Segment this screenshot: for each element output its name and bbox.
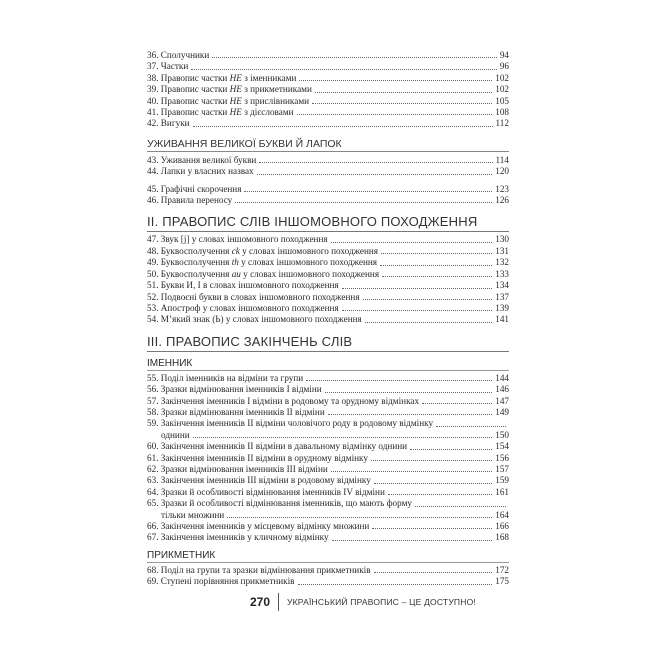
toc-list-f xyxy=(147,441,509,498)
leader-dots xyxy=(381,253,492,254)
toc-entry-title: 69. Ступені порівняння прикметників xyxy=(147,576,295,587)
toc-page-number: 144 xyxy=(495,372,509,383)
toc-entry-number: 53. xyxy=(147,302,161,313)
toc-list-a xyxy=(147,50,509,130)
leader-dots xyxy=(380,265,492,266)
toc-entry xyxy=(147,384,509,395)
toc-entry-title: 60. Закінчення іменників ІІ відміни в давальному відмінку однини xyxy=(147,441,408,452)
toc-entry-number: 43. xyxy=(147,154,161,165)
toc-page-number: 126 xyxy=(495,195,509,206)
toc-list-c xyxy=(147,184,509,207)
toc-entry xyxy=(147,453,509,464)
toc-entry-number: 63. xyxy=(147,475,161,486)
toc-page-number: 159 xyxy=(495,475,509,486)
toc-list-h xyxy=(147,565,509,588)
leader-dots xyxy=(331,242,493,243)
toc-entry-title: 67. Закінчення іменників у кличному відмінку xyxy=(147,532,329,543)
leader-dots xyxy=(436,426,506,427)
toc-entry xyxy=(147,292,509,303)
toc-page-number: 150 xyxy=(495,429,509,440)
toc-page-number: 108 xyxy=(495,107,509,118)
toc-entry-title: 37. Частки xyxy=(147,61,189,72)
page-footer xyxy=(250,592,476,612)
toc-entry-number: 57. xyxy=(147,395,161,406)
toc-entry-number: 66. xyxy=(147,521,161,531)
toc-page-number: 133 xyxy=(495,268,509,279)
toc-entry-title: 49. Буквосполучення th у словах іншомовного походження xyxy=(147,257,378,268)
toc-entry-number: 67. xyxy=(147,532,161,543)
subgroup-heading-nouns: ІМЕННИК xyxy=(147,358,509,371)
toc-entry-title: 57. Закінчення іменників І відміни в родовому та орудному відмінках xyxy=(147,395,420,406)
toc-page-number: 120 xyxy=(495,166,509,177)
toc-entry-number: 51. xyxy=(147,280,161,291)
toc-entry xyxy=(147,107,509,118)
toc-entry xyxy=(147,269,509,280)
toc-entry-number: 46. xyxy=(147,195,161,206)
toc-entry xyxy=(147,84,509,95)
toc-list-e xyxy=(147,373,509,419)
toc-entry xyxy=(147,257,509,268)
toc-list-d xyxy=(147,234,509,325)
toc-entry xyxy=(147,303,509,314)
toc-entry xyxy=(147,475,509,486)
leader-dots xyxy=(371,460,492,461)
toc-entry-line: однини 150 xyxy=(161,429,509,440)
leader-dots xyxy=(306,380,492,381)
leader-dots xyxy=(193,126,493,127)
toc-entry xyxy=(147,195,509,206)
toc-entry xyxy=(147,464,509,475)
toc-list-b xyxy=(147,155,509,178)
toc-entry-title: 66. Закінчення іменників у місцевому відмінку множини xyxy=(147,521,370,531)
toc-entry-number: 55. xyxy=(147,372,161,383)
toc-entry-title: 56. Зразки відмінювання іменників І відміни xyxy=(147,384,322,395)
toc-page-number: 102 xyxy=(495,84,509,95)
toc-entry xyxy=(147,246,509,257)
toc-page-number: 132 xyxy=(495,257,509,268)
toc-entry-title: 45. Графічні скорочення xyxy=(147,183,242,194)
section-heading-capitalization: УЖИВАННЯ ВЕЛИКОЇ БУКВИ Й ЛАПОК xyxy=(147,138,509,152)
leader-dots xyxy=(365,322,492,323)
toc-entry xyxy=(147,487,509,498)
toc-entry-59 xyxy=(147,418,509,441)
toc-entry-number: 68. xyxy=(147,564,161,575)
toc-entry xyxy=(147,50,509,61)
leader-dots xyxy=(342,288,493,289)
toc-page-number: 154 xyxy=(495,441,509,452)
leader-dots xyxy=(227,517,492,518)
leader-dots xyxy=(331,471,492,472)
toc-entry-number: 69. xyxy=(147,576,161,587)
leader-dots xyxy=(299,80,492,81)
toc-page-number: 105 xyxy=(495,95,509,106)
toc-entry-title: 52. Подвоєні букви в словах іншомовного походження xyxy=(147,291,360,302)
leader-dots xyxy=(422,403,492,404)
toc-entry-title: 53. Апостроф у словах іншомовного походження xyxy=(147,302,339,313)
toc-page-number: 149 xyxy=(495,406,509,417)
leader-dots xyxy=(244,191,492,192)
toc-page-number: 164 xyxy=(495,509,509,520)
leader-dots xyxy=(259,162,492,163)
leader-dots xyxy=(332,540,493,541)
leader-dots xyxy=(212,57,497,58)
leader-dots xyxy=(410,449,492,450)
toc-entry-number: 64. xyxy=(147,486,161,497)
toc-page-number: 114 xyxy=(495,154,509,165)
toc-entry-number: 40. xyxy=(147,95,161,106)
toc-entry-number: 36. xyxy=(147,50,161,60)
toc-entry-number: 62. xyxy=(147,463,161,474)
toc-entry xyxy=(147,96,509,107)
toc-page-number: 137 xyxy=(495,291,509,302)
toc-entry-line: тільки множини 164 xyxy=(161,509,509,520)
toc-page-number: 175 xyxy=(495,576,509,587)
toc-entry-title: 61. Закінчення іменників ІІ відміни в орудному відмінку xyxy=(147,452,368,463)
toc-entry-line: 65. Зразки й особливості відмінювання іменників, що мають форму xyxy=(147,498,509,509)
toc-page-number: 166 xyxy=(495,521,509,531)
toc-entry-title: 39. Правопис частки НЕ з прикметниками xyxy=(147,84,312,95)
toc-entry-number: 41. xyxy=(147,107,161,118)
toc-page-number: 112 xyxy=(495,118,509,129)
toc-entry-number: 42. xyxy=(147,118,161,129)
toc-entry-title: 43. Уживання великої букви xyxy=(147,154,257,165)
toc-entry-65 xyxy=(147,498,509,521)
toc-page-number: 147 xyxy=(495,395,509,406)
leader-dots xyxy=(235,202,492,203)
toc-entry xyxy=(147,314,509,325)
leader-dots xyxy=(193,437,493,438)
toc-entry-title: 36. Сполучники xyxy=(147,50,210,60)
subgroup-heading-adjectives: ПРИКМЕТНИК xyxy=(147,550,509,563)
toc-entry xyxy=(147,565,509,576)
toc-entry xyxy=(147,155,509,166)
toc-entry-number: 39. xyxy=(147,84,161,95)
toc-entry-title: 50. Буквосполучення au у словах іншомовного походження xyxy=(147,268,380,279)
toc-entry-number: 38. xyxy=(147,72,161,83)
toc-page-number: 131 xyxy=(495,245,509,256)
toc-entry xyxy=(147,73,509,84)
toc-entry-number: 48. xyxy=(147,245,161,256)
toc-entry-title: 58. Зразки відмінювання іменників ІІ відміни xyxy=(147,406,325,417)
toc-entry-title: 63. Закінчення іменників ІІІ відміни в родовому відмінку xyxy=(147,475,371,486)
toc-entry-number: 52. xyxy=(147,291,161,302)
toc-entry xyxy=(147,441,509,452)
toc-entry-number: 47. xyxy=(147,234,161,245)
leader-dots xyxy=(325,392,493,393)
toc-entry-number: 54. xyxy=(147,314,161,325)
toc-page-number: 102 xyxy=(495,72,509,83)
toc-entry-number: 49. xyxy=(147,257,161,268)
toc-page-number: 146 xyxy=(495,384,509,395)
footer-divider xyxy=(278,593,279,611)
toc-page-number: 168 xyxy=(495,532,509,543)
leader-dots xyxy=(388,494,492,495)
leader-dots xyxy=(297,114,493,115)
toc-entry xyxy=(147,532,509,543)
toc-page-number: 161 xyxy=(495,486,509,497)
toc-entry xyxy=(147,521,509,532)
page-number: 270 xyxy=(250,595,271,609)
toc-entry xyxy=(147,166,509,177)
toc-entry xyxy=(147,396,509,407)
toc-entry-title: 44. Лапки у власних назвах xyxy=(147,166,254,177)
toc-entry-line: 59. Закінчення іменників ІІ відміни чоловічого роду в родовому відмінку xyxy=(147,418,509,429)
toc-entry-title: 68. Поділ на групи та зразки відмінювання прикметників xyxy=(147,564,371,575)
toc-page-number: 139 xyxy=(495,302,509,313)
toc-entry-title: 54. М’який знак (Ь) у словах іншомовного походження xyxy=(147,314,362,325)
leader-dots xyxy=(315,92,492,93)
toc-entry-title: 47. Звук [j] у словах іншомовного походження xyxy=(147,234,328,245)
toc-entry-number: 56. xyxy=(147,384,161,395)
toc-entry-number: 45. xyxy=(147,183,161,194)
leader-dots xyxy=(382,276,492,277)
leader-dots xyxy=(363,299,493,300)
toc-page-number: 130 xyxy=(495,234,509,245)
toc-entry-number: 50. xyxy=(147,268,161,279)
toc-entry-title: 40. Правопис частки НЕ з прислівниками xyxy=(147,95,310,106)
toc-entry-number: 37. xyxy=(147,61,161,72)
leader-dots xyxy=(372,528,492,529)
toc-entry-title: 38. Правопис частки НЕ з іменниками xyxy=(147,72,297,83)
toc-entry-number: 60. xyxy=(147,441,161,452)
toc-page-number: 96 xyxy=(499,61,509,72)
section-heading-endings: ІІІ. ПРАВОПИС ЗАКІНЧЕНЬ СЛІВ xyxy=(147,334,509,352)
toc-page-number: 134 xyxy=(495,280,509,291)
toc-entry-title: 55. Поділ іменників на відміни та групи xyxy=(147,372,304,383)
toc-entry-title: 64. Зразки й особливості відмінювання іменників IV відміни xyxy=(147,486,385,497)
table-of-contents xyxy=(147,50,509,588)
toc-page-number: 94 xyxy=(499,50,509,60)
toc-entry-number: 44. xyxy=(147,166,161,177)
toc-entry xyxy=(147,280,509,291)
toc-entry-title: 62. Зразки відмінювання іменників ІІІ відміни xyxy=(147,463,328,474)
leader-dots xyxy=(342,310,493,311)
toc-entry-number: 58. xyxy=(147,406,161,417)
book-title: УКРАЇНСЬКИЙ ПРАВОПИС – ЦЕ ДОСТУПНО! xyxy=(287,597,476,607)
leader-dots xyxy=(191,69,497,70)
leader-dots xyxy=(374,572,493,573)
leader-dots xyxy=(374,483,492,484)
leader-dots xyxy=(328,414,492,415)
toc-entry-title: 48. Буквосполучення ck у словах іншомовного походження xyxy=(147,245,379,256)
leader-dots xyxy=(257,174,493,175)
toc-entry xyxy=(147,576,509,587)
toc-entry-title: 51. Букви И, І в словах іншомовного походження xyxy=(147,280,339,291)
toc-entry-title: 46. Правила переносу xyxy=(147,195,233,206)
toc-entry-title: 41. Правопис частки НЕ з дієсловами xyxy=(147,107,294,118)
toc-page-number: 157 xyxy=(495,463,509,474)
toc-entry xyxy=(147,118,509,129)
section-heading-foreign-words: ІІ. ПРАВОПИС СЛІВ ІНШОМОВНОГО ПОХОДЖЕННЯ xyxy=(147,214,509,232)
leader-dots xyxy=(298,584,493,585)
toc-page-number: 172 xyxy=(495,564,509,575)
toc-list-g xyxy=(147,521,509,544)
toc-entry xyxy=(147,407,509,418)
leader-dots xyxy=(312,103,492,104)
toc-entry xyxy=(147,373,509,384)
toc-entry xyxy=(147,234,509,245)
toc-entry xyxy=(147,61,509,72)
toc-entry-title: 42. Вигуки xyxy=(147,118,190,129)
toc-entry-number: 61. xyxy=(147,452,161,463)
toc-entry xyxy=(147,184,509,195)
toc-page-number: 156 xyxy=(495,452,509,463)
leader-dots xyxy=(415,506,506,507)
toc-page-number: 123 xyxy=(495,183,509,194)
toc-page-number: 141 xyxy=(495,314,509,325)
